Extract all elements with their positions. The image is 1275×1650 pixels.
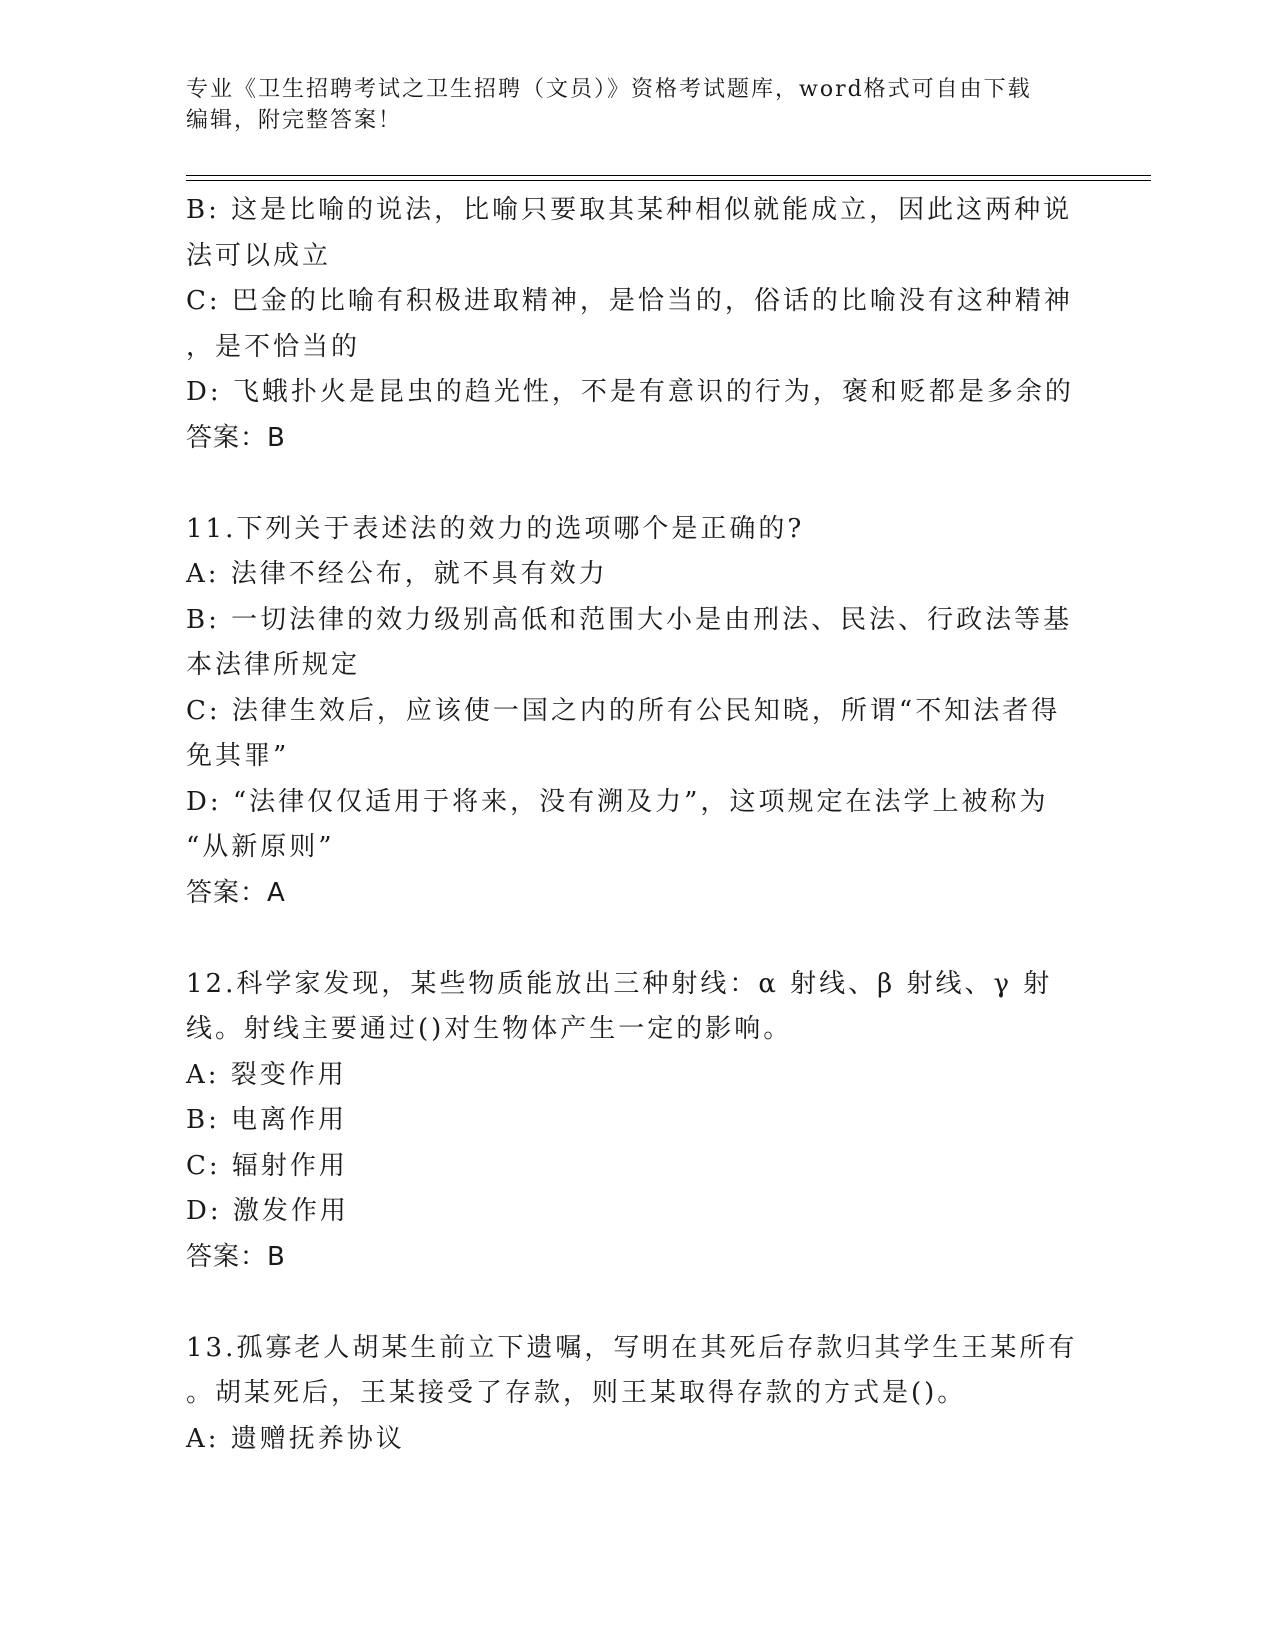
question-stem-line-2: 。胡某死后，王某接受了存款，则王某取得存款的方式是()。 <box>186 1378 967 1408</box>
answer-label: 答案：B <box>186 1241 286 1272</box>
question-spacer <box>186 916 1086 962</box>
question-spacer <box>186 461 1086 507</box>
option-b-line-1: B: 电离作用 <box>186 1105 348 1135</box>
document-header <box>186 74 1086 136</box>
question-list <box>186 188 1086 1462</box>
question-12 <box>186 962 1086 1281</box>
option-b-line-2: 法可以成立 <box>186 240 332 271</box>
header-divider-bottom <box>186 180 1151 181</box>
answer-label: 答案：A <box>186 877 286 908</box>
question-13 <box>186 1326 1086 1463</box>
option-b-line-1: B: 一切法律的效力级别高低和范围大小是由刑法、民法、行政法等基 <box>186 604 1073 635</box>
option-d-line-1: D: 激发作用 <box>186 1196 349 1226</box>
option-a-line-1: A: 法律不经公布，就不具有效力 <box>186 559 608 589</box>
option-d-line-1: D: “法律仅仅适用于将来，没有溯及力”，这项规定在法学上被称为 <box>186 786 1049 817</box>
option-c-line-1: C: 巴金的比喻有积极进取精神，是恰当的，俗话的比喻没有这种精神 <box>186 286 1073 316</box>
option-d-line-2: “从新原则” <box>186 832 335 862</box>
header-title-line-2: 编辑，附完整答案！ <box>186 108 403 133</box>
question-spacer <box>186 1280 1086 1326</box>
question-11 <box>186 507 1086 917</box>
answer-label: 答案：B <box>186 422 286 453</box>
question-10-tail <box>186 188 1086 461</box>
question-stem-line-2: 线。射线主要通过()对生物体产生一定的影响。 <box>186 1014 793 1044</box>
option-b-line-2: 本法律所规定 <box>186 650 361 680</box>
option-c-line-1: C: 辐射作用 <box>186 1150 348 1181</box>
question-stem-line-1: 13.孤寡老人胡某生前立下遗嘱，写明在其死后存款归其学生王某所有 <box>186 1332 1078 1363</box>
option-b-line-1: B: 这是比喻的说法，比喻只要取其某种相似就能成立，因此这两种说 <box>186 195 1073 225</box>
option-a-line-1: A: 裂变作用 <box>186 1059 347 1090</box>
question-stem: 11.下列关于表述法的效力的选项哪个是正确的? <box>186 513 805 544</box>
option-a-line-1: A: 遗赠抚养协议 <box>186 1423 405 1454</box>
header-title-line-1: 专业《卫生招聘考试之卫生招聘（文员）》资格考试题库，word格式可自由下载 <box>186 77 1032 102</box>
question-stem-line-1: 12.科学家发现，某些物质能放出三种射线：α 射线、β 射线、γ 射 <box>186 968 1053 999</box>
option-c-line-2: ，是不恰当的 <box>186 331 361 362</box>
option-c-line-1: C: 法律生效后，应该使一国之内的所有公民知晓，所谓“不知法者得 <box>186 695 1061 726</box>
header-divider-top <box>186 175 1151 176</box>
option-d-line-1: D: 飞蛾扑火是昆虫的趋光性，不是有意识的行为，褒和贬都是多余的 <box>186 377 1074 407</box>
option-c-line-2: 免其罪” <box>186 741 290 771</box>
